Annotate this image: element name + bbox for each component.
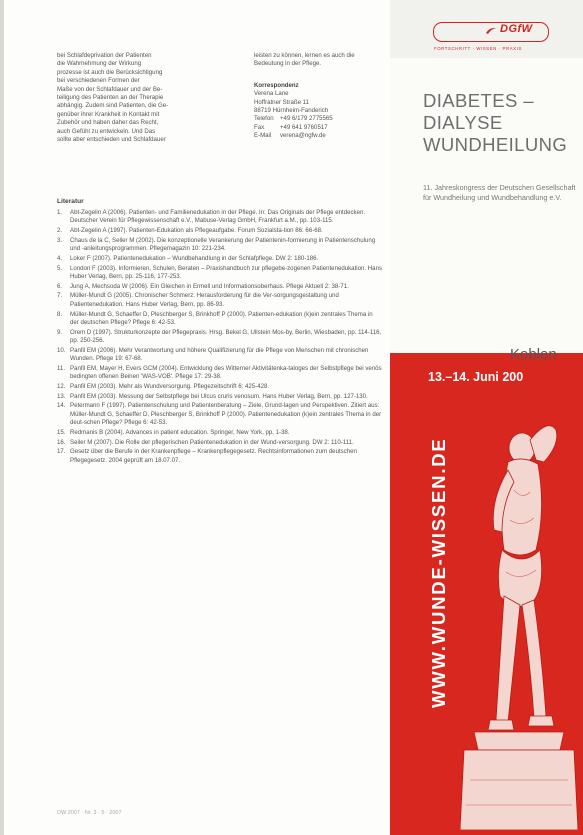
literature-heading: Literatur [57, 198, 84, 205]
ad-title-line: DIABETES – [423, 90, 534, 111]
intro-line: genüber ihrer Krankheit in Kontakt mit [57, 110, 160, 118]
literature-item [57, 283, 382, 291]
congress-dates: 13.–14. Juni 200 [428, 370, 524, 384]
literature-number: 13. [57, 392, 66, 400]
ad-title-line: WUNDHEILUNG [423, 134, 568, 155]
contact-key: Fax [254, 123, 265, 131]
intro-line: bei Schlafdeprivation der Patienten [57, 52, 152, 59]
literature-text: Loker F (2007). Patientenedukation – Wundbehandlung in der Schlafpflege. DW 2: 180-186. [70, 254, 319, 262]
literature-text: Seiler M (2007). Die Rolle der pflegerischen Patientenedukation in der Wund-versorgung. DW 2: 110-111. [70, 438, 354, 446]
contact-city: 88719 Hürnheim-Fanderich [254, 107, 329, 115]
literature-number: 7. [57, 292, 63, 300]
literature-item [57, 227, 382, 235]
literature-number: 8. [57, 310, 63, 318]
logo-swoosh-icon [485, 26, 497, 35]
literature-text: Orem D (1997). Strukturkonzepte der Pflegepraxis. Hrsg. Bekel G, Ullstein Mos-by, Berlin, Wiesbaden, pp. 114-116, pp. 250-256. [70, 328, 382, 345]
contact-key: Telefon [254, 115, 274, 123]
intro-line: sollte aber entschieden und Schlafdauer [57, 136, 166, 144]
literature-item [57, 393, 382, 401]
literature-item [57, 209, 382, 226]
literature-number: 4. [57, 254, 63, 262]
page-edge [0, 0, 4, 835]
intro-line: Maße von der Schlafdauer und der Be- [57, 85, 163, 93]
intro-line: auch Gefühl zu entwickeln. Und Das [57, 127, 156, 135]
literature-number: 5. [57, 264, 63, 272]
literature-list [57, 209, 382, 466]
page-footer: DW 2007 · Nr. 3 · 5 · 2007 [57, 810, 122, 816]
contact-line: leisten zu können, lernen es auch die [254, 52, 355, 59]
statue-illustration [460, 400, 578, 830]
contact-email [254, 132, 384, 140]
literature-number: 14. [57, 402, 66, 410]
literature-text: Abt-Zegelin A (2006). Patienten- und Familienedukation in der Pflege. In: Das Originals der Pflege entdecken. Deutscher Verein für Pflegewissenschaft e.V., Mabuse-Verlag GmbH, Frankfurt a.M., pp. 103-115. [70, 209, 366, 225]
literature-number: 3. [57, 236, 63, 244]
literature-item [57, 402, 382, 427]
literature-item [57, 329, 382, 346]
contact-value: +49 641 9760517 [280, 123, 328, 131]
literature-text: Panfil EM (2003). Mehr als Wundversorgung. Pflegezeitschrift 6: 425-428. [70, 382, 270, 390]
literature-item [57, 311, 382, 328]
contact-name: Verena Lane [254, 90, 289, 98]
literature-text: London F (2003). Informieren, Schulen, Beraten – Praxishandbuch zur pflegebe-zogenen Patientenedukation. Hans Huber Verlag, Bern, pp. 25-116, 177-253. [70, 264, 383, 281]
contact-street: Hoffratner Straße 11 [254, 98, 309, 106]
literature-number: 17. [57, 448, 66, 456]
intro-line: bei verschiedenen Formen der [57, 77, 140, 85]
literature-text: Panfil EM, Mayer H, Evers GCM (2004). Entwicklung des Witterner Aktivitätenka-taloges der Selbstpflege bei venös bedingten offenen Beinen 'WAS-VOB'. Pflege 17: 29-38. [70, 364, 382, 381]
congress-city: Koblen [510, 346, 557, 363]
logo-text: DGfW [500, 23, 533, 35]
literature-item [57, 448, 382, 465]
intro-line: prozesse ist auch die Berücksichtigung [57, 68, 163, 76]
literature-item [57, 255, 382, 263]
literature-item [57, 347, 382, 364]
literature-text: Müller-Mundt G, Schaeffer D, Pleschberger S, Brinkhoff P (2000). Patienten-edukation (k)ein zentrales Thema in der deutschen Pflege? Pflege 6: 42-53. [70, 310, 373, 326]
literature-text: Redmanis B (2004). Advances in patient education. Springer, New York, pp. 1-38. [70, 428, 290, 436]
ad-title [423, 90, 567, 156]
literature-number: 10. [57, 346, 66, 354]
congress-ad [390, 0, 583, 835]
intro-line: abhängig. Zudem sind Patienten, die Ge- [57, 102, 169, 110]
intro-line: Zubehör und haben daher das Recht, [57, 119, 159, 127]
contact-email-link[interactable]: verena@ngfw.de [280, 132, 326, 140]
literature-item [57, 237, 382, 254]
literature-text: Panfil EM (2003). Messung der Selbstpflege bei Ulcus cruris venosum. Hans Huber Verlag, Bern, pp. 127-130. [70, 392, 368, 400]
logo-tagline: FORTSCHRITT · WISSEN · PRAXIS [434, 46, 522, 51]
contact-column [254, 52, 384, 141]
literature-number: 12. [57, 382, 66, 390]
literature-number: 9. [57, 328, 63, 336]
contact-fax [254, 124, 384, 132]
literature-number: 16. [57, 438, 66, 446]
literature-item [57, 383, 382, 391]
ad-header [390, 0, 583, 58]
literature-item [57, 439, 382, 447]
intro-line: die Wahrnehmung der Wirkung [57, 60, 142, 68]
intro-line: teiligung des Patienten an der Therapie [57, 94, 164, 102]
literature-text: Abt-Zegelin A (1997). Patienten-Edukation als Pflegeaufgabe. Forum Sozialsta-tion 86: 66-68. [70, 227, 323, 235]
literature-text: Petermann F (1997). Patientenschulung und Patientenberatung – Ziele, Grund-lagen und Perspektiven. Zitiert aus: Müller-Mundt G, Schaeffer D, Pleschberger S, Brinkhoff P (2000). Patientenedukation (k)ein zentrales Thema in der deut-schen Pflege? Pflege 6: 42-53. [70, 402, 382, 427]
literature-text: Gesetz über die Berufe in der Krankenpflege – Krankenpflegegesetz. Rechtsinformationen zum deutschen Pflegegesetz. 2004 geprüft am 18.07.07. [70, 448, 357, 464]
literature-item [57, 292, 382, 309]
contact-phone [254, 115, 384, 123]
literature-text: Jung A, Mechsoda W (2006). Ein Gleichen in Ermell und Informationsoberhaus. Pflege Aktuell 2: 38-71. [70, 282, 349, 290]
literature-number: 1. [57, 209, 63, 216]
literature-number: 2. [57, 227, 63, 235]
literature-number: 11. [57, 364, 66, 372]
contact-line: Bedeutung in der Pflege. [254, 60, 322, 68]
ad-title-line: DIALYSE [423, 112, 503, 133]
literature-item [57, 265, 382, 282]
contact-key: E-Mail [254, 132, 272, 140]
literature-text: Panfil EM (2006). Mehr Verantwortung und höhere Qualifizierung für die Pflege von Menschen mit chronischen Wunden. Pflege 19: 67-68. [70, 346, 369, 363]
literature-item [57, 429, 382, 437]
ad-subtitle: 11. Jahreskongress der Deutschen Gesellschaft für Wundheilung und Wundbehandlung e.V. [423, 183, 576, 202]
literature-item [57, 365, 382, 382]
literature-text: Müller-Mundt G (2005). Chronischer Schmerz. Herausforderung für die Ver-sorgungsgestaltung und Patientenedukation. Hans Huber Verlag, Bern, pp. 86-93. [70, 292, 339, 308]
literature-text: Chaus de la C, Seller M (2002). Die konzeptionelle Verankerung der Patientenin-formierung in Patientenschulung und -anleitungsprogrammen. Pflegemagazin 10: 221-234. [70, 236, 376, 253]
contact-heading: Korrespondenz [254, 81, 299, 89]
literature-number: 15. [57, 428, 66, 436]
contact-value: +49 6/179 2775565 [280, 115, 333, 123]
website-url[interactable]: WWW.WUNDE-WISSEN.DE [428, 437, 449, 708]
literature-number: 6. [57, 282, 63, 290]
intro-column [57, 52, 204, 144]
